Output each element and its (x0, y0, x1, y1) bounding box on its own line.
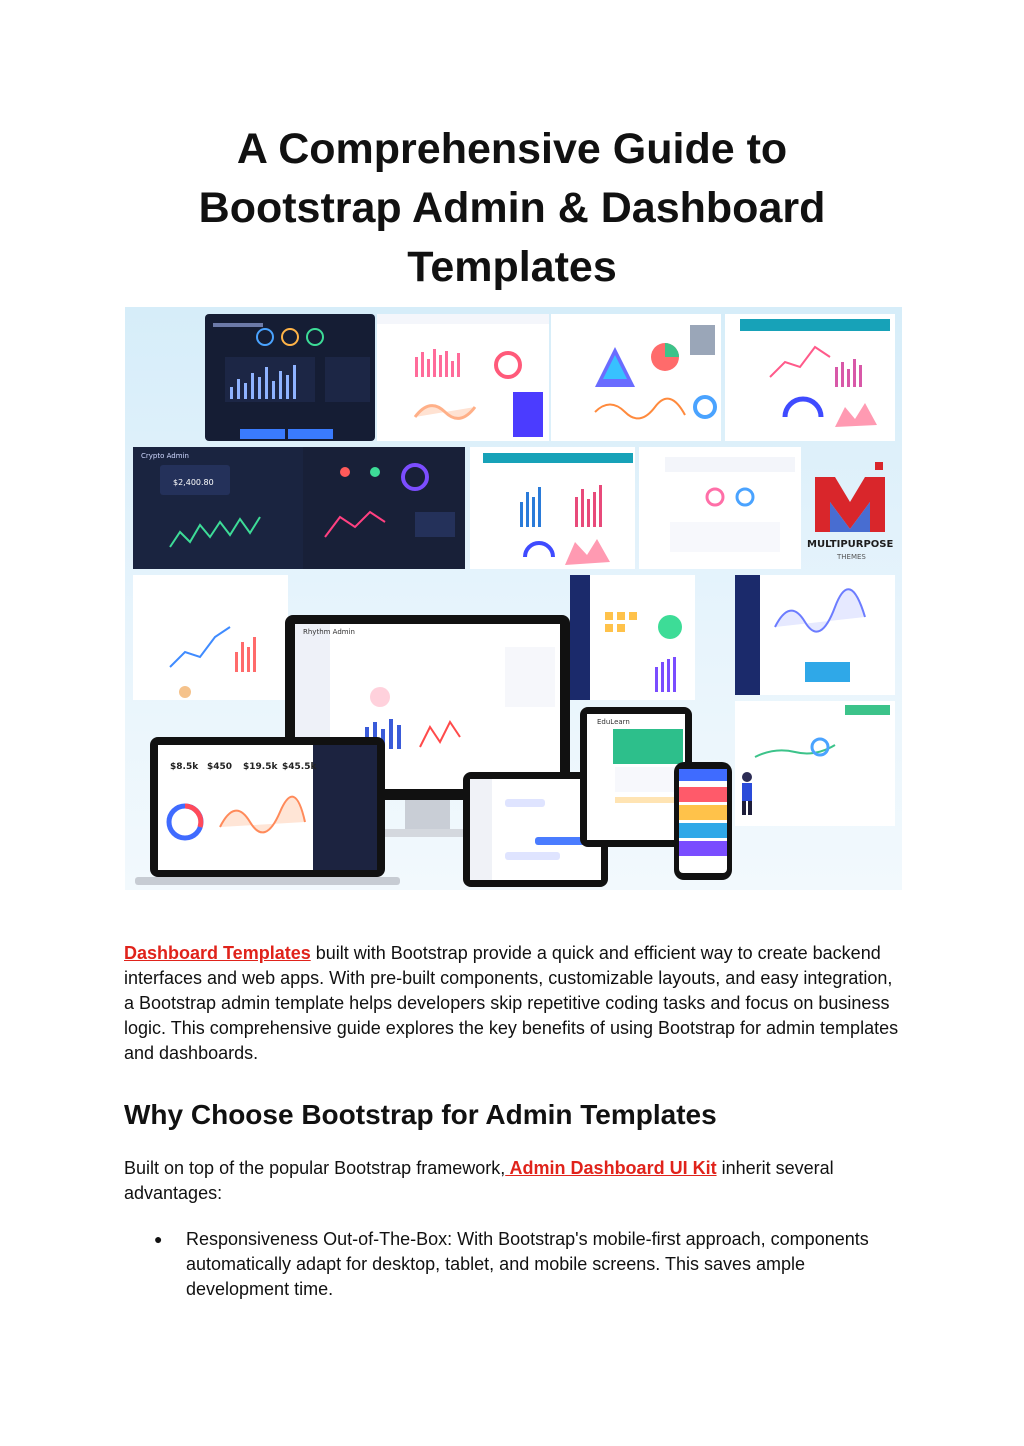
tile-light-dashboard-7 (735, 701, 895, 826)
tablet-app-title: EduLearn (597, 718, 630, 726)
intro-paragraph (124, 941, 904, 1066)
bullet-icon: ● (154, 1231, 163, 1247)
tile-teal-dashboard-2 (470, 447, 635, 569)
tile-teal-dashboard-1 (725, 314, 895, 441)
admin-dashboard-ui-kit-link[interactable]: Admin Dashboard UI Kit (505, 1158, 717, 1178)
section-paragraph (124, 1156, 904, 1206)
laptop-stat-4: $45.5k (282, 762, 317, 772)
laptop-stat-1: $8.5k (170, 762, 199, 772)
title-line-2: Bootstrap Admin & Dashboard (198, 184, 826, 232)
dashboard-templates-link[interactable]: Dashboard Templates (124, 943, 311, 963)
tile-light-dashboard-4 (133, 575, 288, 700)
tile-light-dashboard-1 (377, 314, 549, 441)
tile-crypto-balance: $2,400.80 (173, 478, 214, 487)
intro-text: built with Bootstrap provide a quick and efficient way to create backend interfaces and web apps. With pre-built components, customizable layouts, and easy integration, a Bootstrap admin template helps developers skip repetitive coding tasks and focus on business logic. This comprehensive guide explores the key benefits of using Bootstrap for admin templates and dashboards. (124, 943, 899, 1063)
brand-name: MULTIPURPOSE (807, 539, 894, 550)
title-line-1: A Comprehensive Guide to (236, 125, 788, 173)
laptop-stat-3: $19.5k (243, 762, 278, 772)
tile-light-dashboard-5 (570, 575, 695, 700)
tile-light-dashboard-2 (551, 314, 721, 441)
list-item-text: Responsiveness Out-of-The-Box: With Bootstrap's mobile-first approach, components automatically adapt for desktop, tablet, and mobile screens. This saves ample development time. (186, 1229, 869, 1299)
tile-dark-dashboard-1 (205, 314, 375, 441)
tile-dark-dashboard-2 (303, 447, 465, 569)
hero-image-collage (125, 307, 902, 890)
hero-collage-svg (125, 307, 902, 890)
tile-crypto-admin (133, 447, 303, 569)
laptop-stat-2: $450 (207, 762, 233, 772)
page-title (112, 120, 912, 297)
advantages-list (124, 1227, 904, 1302)
section-heading: Why Choose Bootstrap for Admin Templates (124, 1099, 717, 1130)
title-line-3: Templates (407, 243, 617, 291)
phone-device (674, 762, 732, 880)
tile-crypto-title: Crypto Admin (141, 452, 189, 460)
laptop-device (135, 737, 400, 885)
list-item (124, 1227, 904, 1302)
tile-light-dashboard-6 (735, 575, 895, 695)
brand-sub: THEMES (837, 553, 866, 561)
brand-logo (807, 462, 894, 561)
section-text-after: inherit several advantages: (124, 1158, 834, 1203)
section-text-before: Built on top of the popular Bootstrap framework, (124, 1158, 506, 1178)
tile-light-dashboard-3 (639, 447, 801, 569)
monitor-app-title: Rhythm Admin (303, 628, 355, 636)
